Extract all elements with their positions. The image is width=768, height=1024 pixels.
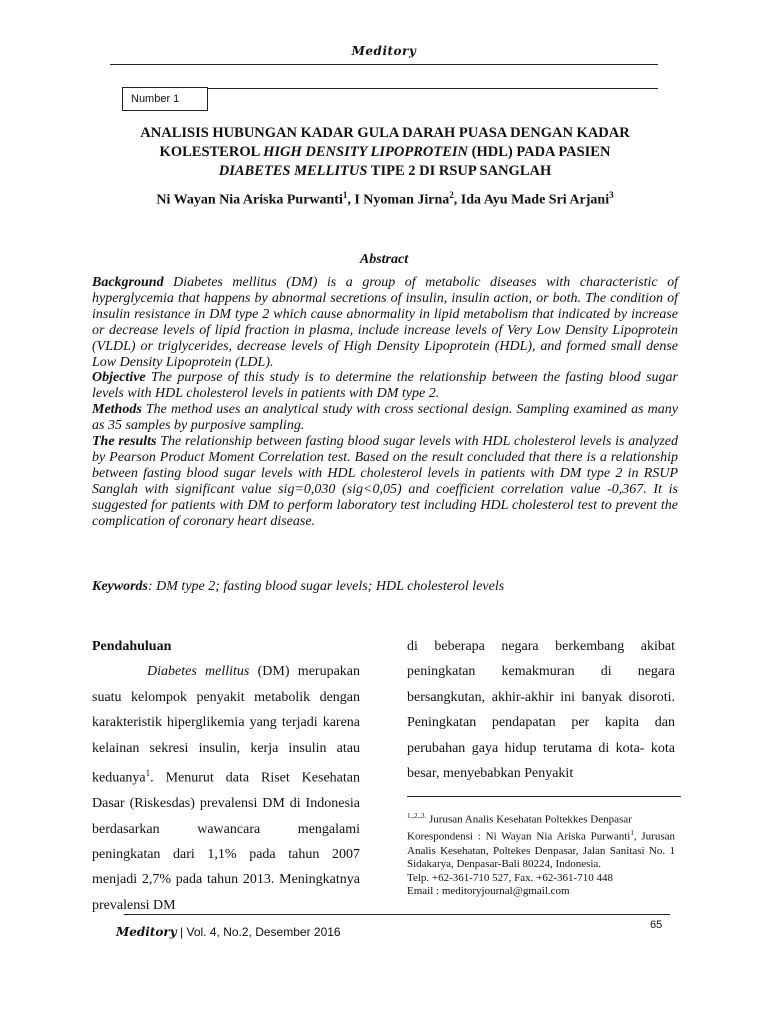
number-label: Number 1 bbox=[122, 87, 208, 111]
intro-right-column bbox=[407, 634, 675, 786]
author-list: Ni Wayan Nia Ariska Purwanti$^1$, I Nyoman Jirna$^2$, Ida Ayu Made Sri Arjani$^3$ bbox=[156, 190, 614, 208]
paper-title bbox=[110, 124, 660, 181]
intro-paragraph: Diabetes mellitus (DM) merupakan suatu kelompok penyakit metabolik dengan karakteristik hiperglikemia yang terjadi karena kelainan sekresi insulin, kerja insulin atau keduanya$^1$. Menurut data Riset Kesehatan Dasar (Riskesdas) prevalensi DM di Indonesia berdasarkan wawancara mengalami peningkatan dari 1,1% pada tahun 2007 menjadi 2,7% pada tahun 2013. Meningkatnya prevalensi DM bbox=[92, 664, 360, 913]
title-line-2: KOLESTEROL HIGH DENSITY LIPOPROTEIN (HDL) PADA PASIEN bbox=[159, 144, 611, 160]
footnote: $^{1.,2.,3.}$ Jurusan Analis Kesehatan Poltekkes Denpasar Korespondensi : Ni Wayan Nia Ariska Purwanti$^1$, Jurusan Analis Kesehatan, Poltekes Denpasar, Jalan Sanitasi No. 1 Sidakarya, Denpasar-Bali 80224, Indonesia. Telp. +62-361-710 527, Fax. +62-361-710 448 Email : meditoryjournal@gmail.com bbox=[407, 812, 675, 898]
abstract-background: Background Diabetes mellitus (DM) is a group of metabolic diseases with characteristic of hyperglycemia that happens by abnormal secretions of insulin, insulin action, or both. The condition of insulin resistance in DM type 2 which cause abnormality in lipid metabolism that indicated by increase or decrease levels of lipid fraction in plasma, include increase levels of Very Low Density Lipoprotein (VLDL) or triglycerides, decrease levels of High Density Lipoprotein (HDL), and formed small dense Low Density Lipoprotein (LDL). bbox=[92, 275, 678, 370]
abstract-body bbox=[92, 275, 678, 530]
title-line-1: ANALISIS HUBUNGAN KADAR GULA DARAH PUASA DENGAN KADAR bbox=[140, 125, 630, 141]
intro-paragraph-continued: di beberapa negara berkembang akibat peningkatan kemakmuran di negara bersangkutan, akhir-akhir ini banyak disoroti. Peningkatan pendapatan per kapita dan perubahan gaya hidup terutama di kota- kota besar, menyebabkan Penyakit bbox=[407, 639, 675, 782]
abstract-objective: Objective The purpose of this study is to determine the relationship between the fasting blood sugar levels with HDL cholesterol levels in patients with DM type 2. bbox=[92, 370, 678, 402]
footnote-rule bbox=[407, 796, 681, 797]
abstract-heading: Abstract bbox=[359, 252, 409, 267]
page-number: 65 bbox=[650, 919, 663, 931]
title-line-3: DIABETES MELLITUS TIPE 2 DI RSUP SANGLAH bbox=[218, 163, 552, 179]
section-heading: Pendahuluan bbox=[92, 639, 172, 654]
journal-logo-header: Meditory bbox=[351, 44, 417, 58]
keywords: Keywords: DM type 2; fasting blood sugar levels; HDL cholesterol levels bbox=[92, 579, 505, 594]
number-rule bbox=[208, 88, 658, 89]
journal-logo-footer: Meditory bbox=[116, 925, 177, 939]
footer-rule bbox=[124, 914, 670, 915]
footer-journal-info: Meditory | Vol. 4, No.2, Desember 2016 bbox=[116, 925, 341, 939]
intro-left-column bbox=[92, 634, 360, 918]
header-rule bbox=[110, 64, 658, 65]
abstract-methods: Methods The method uses an analytical study with cross sectional design. Sampling examined as many as 35 samples by purposive sampling. bbox=[92, 402, 678, 434]
abstract-results: The results The relationship between fasting blood sugar levels with HDL cholesterol levels is analyzed by Pearson Product Moment Correlation test. Based on the result concluded that there is a relationship between fasting blood sugar levels with HDL cholesterol levels in patients with DM type 2 in RSUP Sanglah with significant value sig=0,030 (sig<0,05) and coefficient correlation value -0,367. It is suggested for patients with DM to perform laboratory test including HDL cholesterol test to prevent the complication of coronary heart disease. bbox=[92, 434, 678, 529]
